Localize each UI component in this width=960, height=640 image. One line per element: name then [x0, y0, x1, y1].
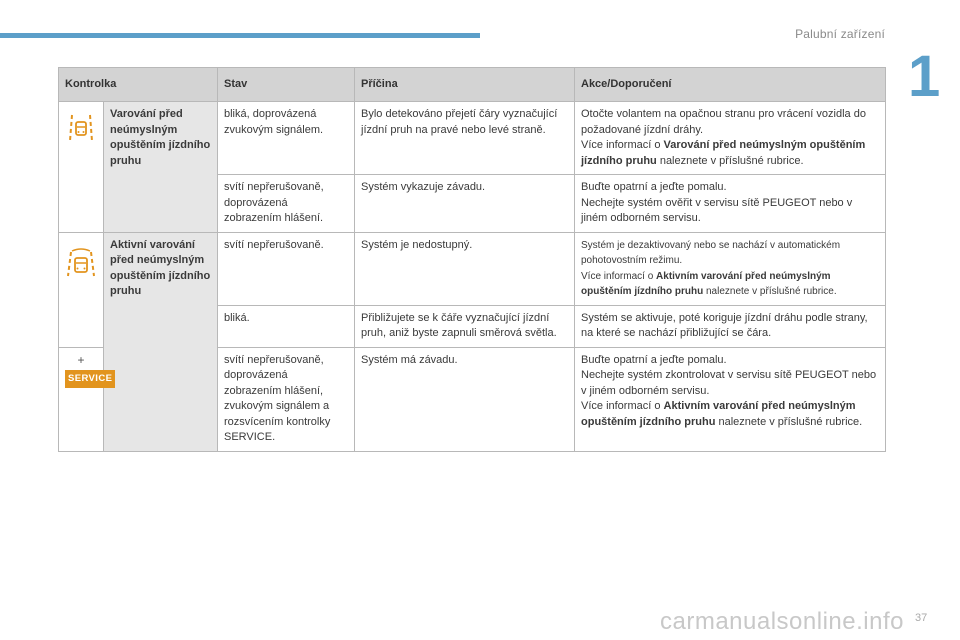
action-text: naleznete v příslušné rubrice. — [703, 286, 837, 297]
action-text: Nechejte systém zkontrolovat v servisu sítě PEUGEOT nebo v jiném odborném servisu. — [581, 369, 877, 397]
action-text: Více informací o — [581, 400, 664, 412]
action-text: Více informací o — [581, 270, 657, 282]
lamp-cell — [59, 102, 104, 233]
cause-cell: Systém je nedostupný. — [355, 232, 575, 305]
plus-sign: + — [77, 352, 85, 367]
cause-cell: Přibližujete se k čáře vyznačující jízdní pruh, aniž byste zapnuli směrová světla. — [355, 305, 575, 347]
chapter-number: 1 — [908, 44, 941, 109]
lamp-name: Varování před neúmyslným opuštěním jízdního pruhu — [104, 102, 218, 233]
action-cell — [575, 347, 886, 451]
action-bold-reference: Aktivním varování před neúmyslným opuštěním jízdního pruhu — [581, 270, 831, 297]
status-cell: svítí nepřerušovaně, doprovázená zobrazením hlášení, zvukovým signálem a rozsvícením kontrolky SERVICE. — [218, 347, 355, 451]
top-accent-bar — [0, 33, 480, 38]
action-cell: Systém se aktivuje, poté koriguje jízdní dráhu podle strany, na které se nachází přibližující se čára. — [575, 305, 886, 347]
action-text: Buďte opatrní a jeďte pomalu. — [581, 353, 727, 366]
lane-departure-warning-icon — [68, 113, 94, 143]
action-cell — [575, 232, 886, 305]
status-cell: bliká. — [218, 305, 355, 347]
action-text: naleznete v příslušné rubrice. — [656, 154, 804, 167]
status-cell: svítí nepřerušovaně, doprovázená zobrazením hlášení. — [218, 175, 355, 233]
action-text: naleznete v příslušné rubrice. — [715, 415, 863, 428]
cause-cell: Systém má závadu. — [355, 347, 575, 451]
active-lane-departure-icon — [66, 248, 96, 278]
action-bold-reference: Varování před neúmyslným opuštěním jízdního pruhu — [581, 139, 866, 167]
action-text: Buďte opatrní a jeďte pomalu. — [581, 181, 727, 193]
lamp-name: Aktivní varování před neúmyslným opuštěním jízdního pruhu — [104, 232, 218, 451]
action-cell — [575, 102, 886, 175]
table-header-row — [59, 68, 886, 102]
action-cell — [575, 175, 886, 233]
cause-cell: Systém vykazuje závadu. — [355, 175, 575, 233]
service-icon: SERVICE — [65, 370, 115, 388]
action-text: Systém je dezaktivovaný nebo se nachází v automatickém pohotovostním režimu. — [581, 239, 841, 266]
watermark: carmanualsonline.info — [660, 608, 904, 635]
status-cell: svítí nepřerušovaně. — [218, 232, 355, 305]
table-row — [59, 102, 886, 175]
status-cell: bliká, doprovázená zvukovým signálem. — [218, 102, 355, 175]
action-text: Otočte volantem na opačnou stranu pro vrácení vozidla do požadované jízdní dráhy. — [581, 108, 866, 136]
column-header-kontrolka: Kontrolka — [59, 68, 218, 102]
column-header-stav: Stav — [218, 68, 355, 102]
table-row — [59, 232, 886, 305]
chapter-title: Palubní zařízení — [795, 27, 885, 41]
action-text: Více informací o — [581, 139, 664, 151]
column-header-akce: Akce/Doporučení — [575, 68, 886, 102]
lamp-cell — [59, 232, 104, 347]
action-text: Nechejte systém ověřit v servisu sítě PEUGEOT nebo v jiném odborném servisu. — [581, 196, 853, 224]
column-header-pricina: Příčina — [355, 68, 575, 102]
warning-lights-table — [58, 67, 886, 452]
lamp-cell — [59, 347, 113, 451]
action-bold-reference: Aktivním varování před neúmyslným opuštěním jízdního pruhu — [581, 400, 856, 428]
page-number: 37 — [915, 612, 928, 624]
cause-cell: Bylo detekováno přejetí čáry vyznačující jízdní pruh na pravé nebo levé straně. — [355, 102, 575, 175]
